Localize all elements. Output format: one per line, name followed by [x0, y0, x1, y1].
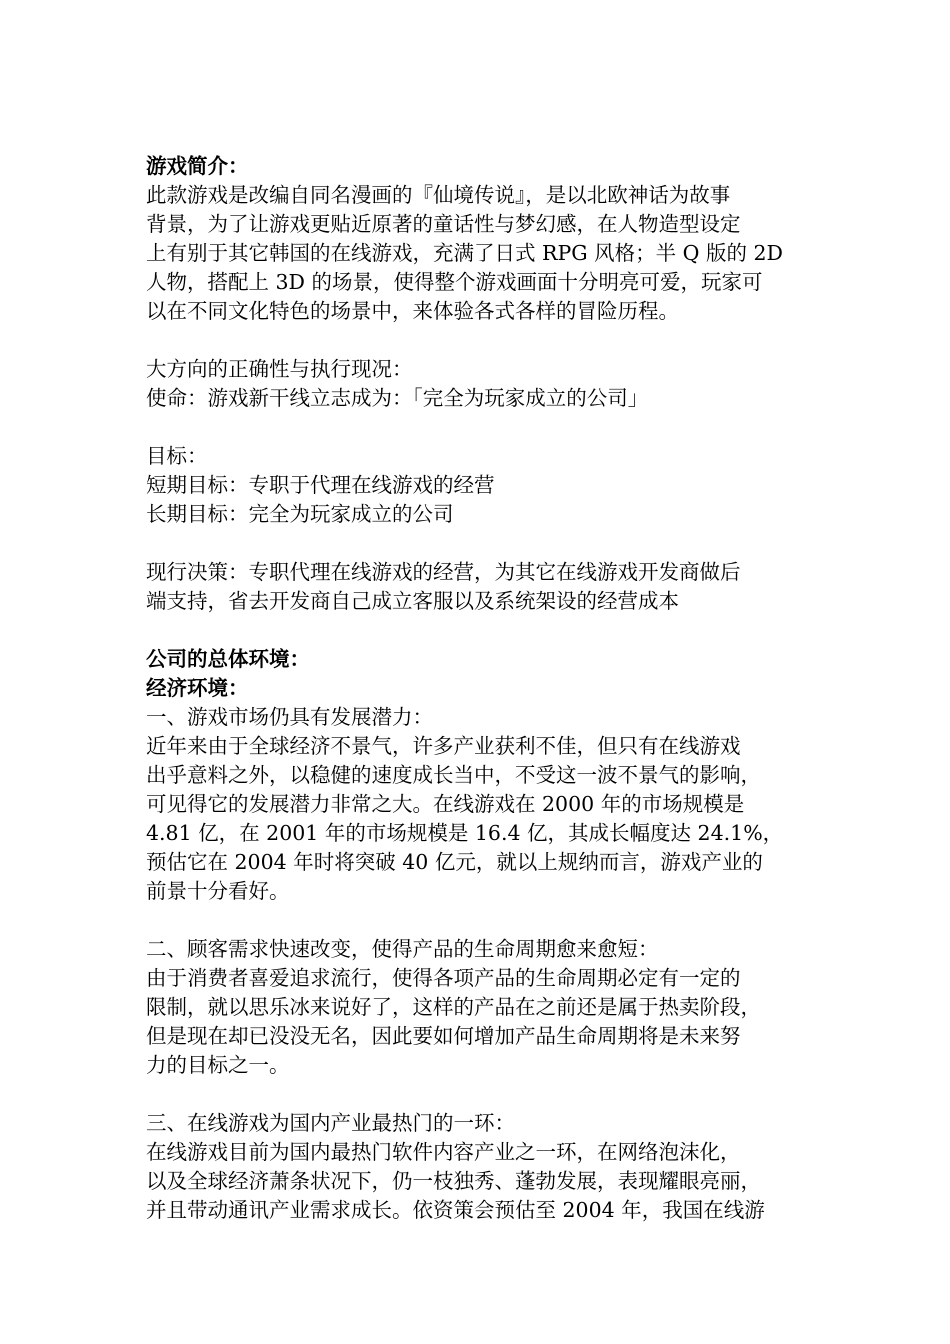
- point3-heading: 三、在线游戏为国内产业最热门的一环：: [146, 1111, 515, 1135]
- intro-line-1: 此款游戏是改编自同名漫画的『仙境传说』，是以北欧神话为故事: [146, 183, 731, 207]
- short-goal-line: 短期目标：专职于代理在线游戏的经营: [146, 473, 495, 497]
- paragraph-gap: [146, 326, 826, 355]
- point2-line-3: 但是现在却已没没无名，因此要如何增加产品生命周期将是未来努: [146, 1024, 741, 1048]
- mission-line: 使命：游戏新干线立志成为：「完全为玩家成立的公司」: [146, 386, 649, 410]
- point2-line-4: 力的目标之一。: [146, 1053, 290, 1077]
- paragraph-gap: [146, 906, 826, 935]
- policy-line-1: 现行决策：专职代理在线游戏的经营，为其它在线游戏开发商做后: [146, 560, 741, 584]
- point2-line-1: 由于消费者喜爱追求流行，使得各项产品的生命周期必定有一定的: [146, 966, 741, 990]
- document-page: [146, 152, 826, 1225]
- policy-line-2: 端支持，省去开发商自己成立客服以及系统架设的经营成本: [146, 589, 679, 613]
- paragraph-gap: [146, 616, 826, 645]
- point3-line-1: 在线游戏目前为国内最热门软件内容产业之一环，在网络泡沫化，: [146, 1140, 741, 1164]
- point2-heading: 二、顾客需求快速改变，使得产品的生命周期愈来愈短：: [146, 937, 659, 961]
- point3-line-3: 并且带动通讯产业需求成长。依资策会预估至 2004 年，我国在线游: [146, 1198, 765, 1222]
- point1-line-2: 出乎意料之外，以稳健的速度成长当中，不受这一波不景气的影响，: [146, 763, 761, 787]
- point1-line-4: 4.81 亿，在 2001 年的市场规模是 16.4 亿，其成长幅度达 24.1%，: [146, 821, 784, 845]
- intro-line-5: 以在不同文化特色的场景中，来体验各式各样的冒险历程。: [146, 299, 679, 323]
- intro-line-2: 背景，为了让游戏更贴近原著的童话性与梦幻感，在人物造型设定: [146, 212, 741, 236]
- paragraph-gap: [146, 529, 826, 558]
- point1-line-3: 可见得它的发展潜力非常之大。在线游戏在 2000 年的市场规模是: [146, 792, 745, 816]
- paragraph-gap: [146, 1080, 826, 1109]
- intro-heading: 游戏简介：: [146, 154, 249, 178]
- direction-heading: 大方向的正确性与执行现况：: [146, 357, 413, 381]
- long-goal-line: 长期目标：完全为玩家成立的公司: [146, 502, 454, 526]
- economic-heading: 经济环境：: [146, 676, 249, 700]
- point3-line-2: 以及全球经济萧条状况下，仍一枝独秀、蓬勃发展，表现耀眼亮丽，: [146, 1169, 761, 1193]
- point1-heading: 一、游戏市场仍具有发展潜力：: [146, 705, 433, 729]
- environment-heading: 公司的总体环境：: [146, 647, 310, 671]
- goal-heading: 目标：: [146, 444, 208, 468]
- point1-line-5: 预估它在 2004 年时将突破 40 亿元，就以上规纳而言，游戏产业的: [146, 850, 763, 874]
- paragraph-gap: [146, 413, 826, 442]
- point1-line-1: 近年来由于全球经济不景气，许多产业获利不佳，但只有在线游戏: [146, 734, 741, 758]
- intro-line-3: 上有别于其它韩国的在线游戏，充满了日式 RPG 风格；半 Q 版的 2D: [146, 241, 783, 265]
- intro-line-4: 人物，搭配上 3D 的场景，使得整个游戏画面十分明亮可爱，玩家可: [146, 270, 763, 294]
- point1-line-6: 前景十分看好。: [146, 879, 290, 903]
- point2-line-2: 限制，就以思乐冰来说好了，这样的产品在之前还是属于热卖阶段，: [146, 995, 761, 1019]
